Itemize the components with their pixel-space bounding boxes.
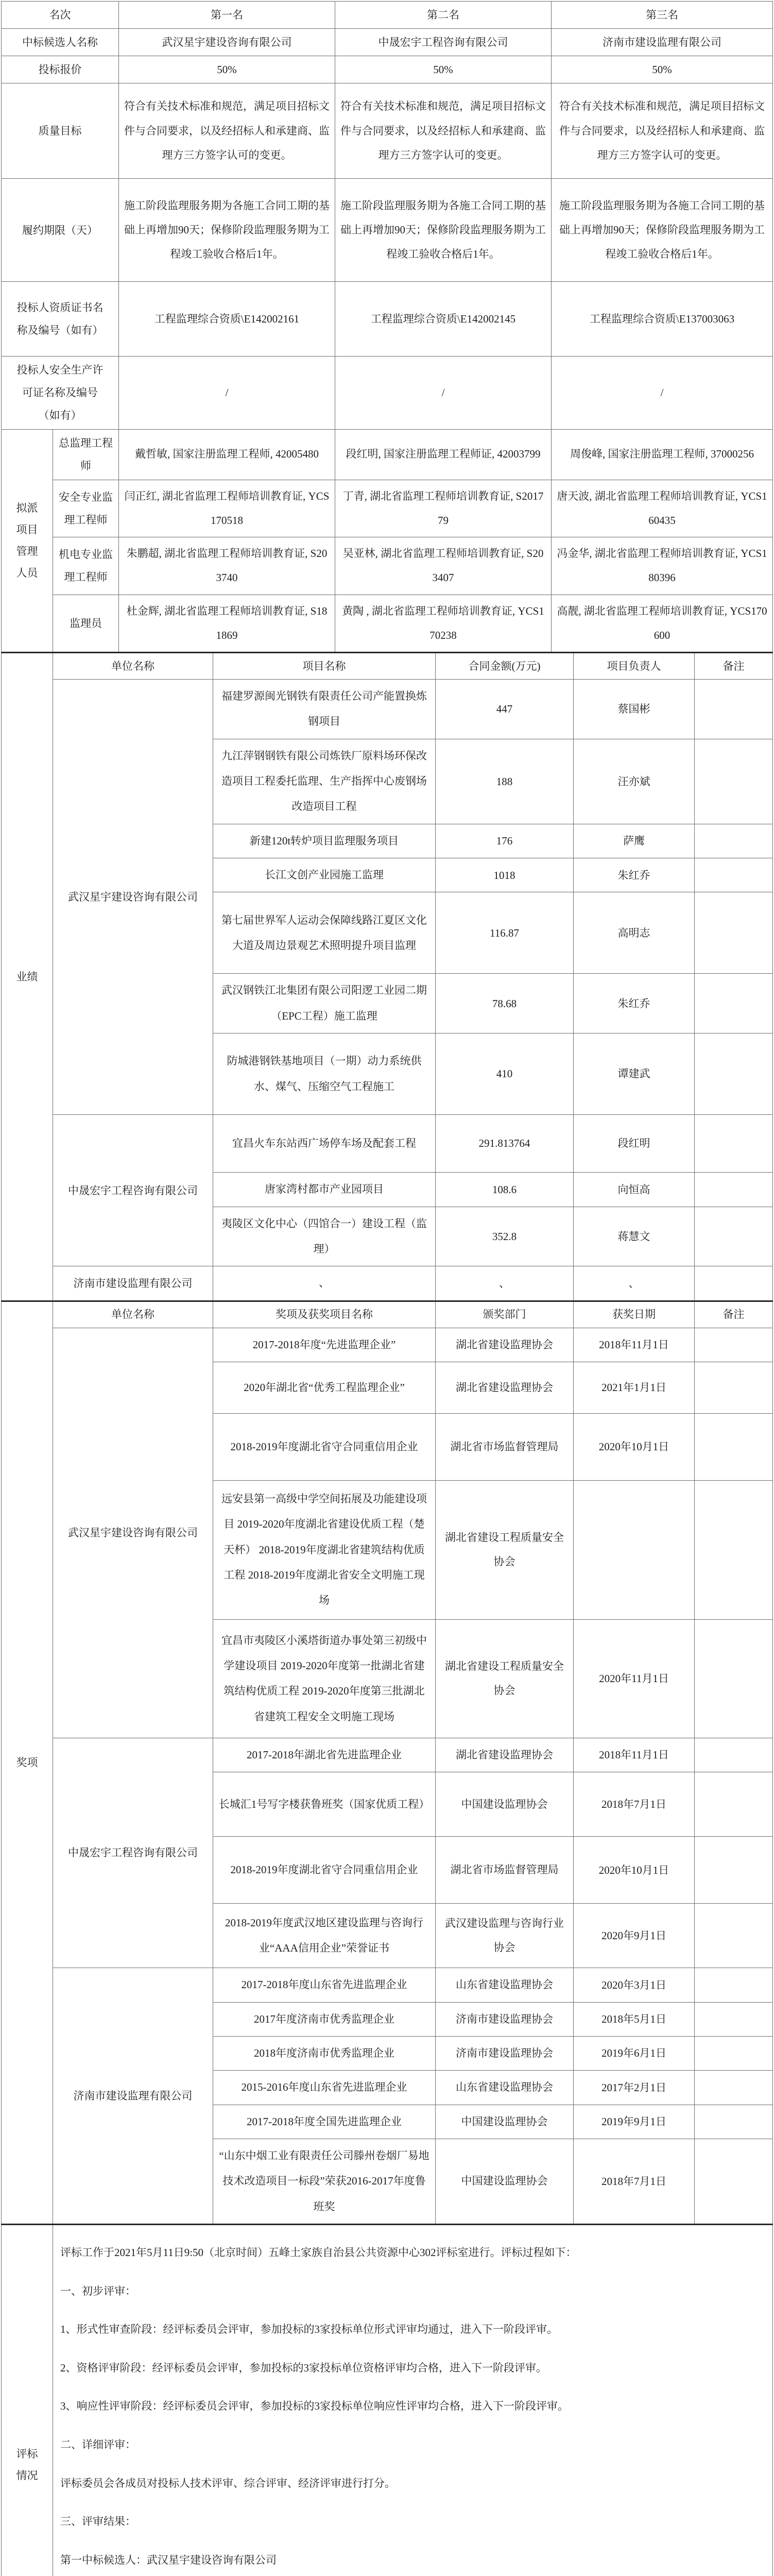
project-manager: 高明志 <box>574 892 695 974</box>
award-date: 2020年3月1日 <box>574 1968 695 2002</box>
award-dept: 湖北省建设监理协会 <box>436 1328 574 1362</box>
project-manager: 蔡国彬 <box>574 680 695 739</box>
note <box>695 2105 773 2139</box>
project-manager: 谭建武 <box>574 1033 695 1115</box>
note <box>695 858 773 892</box>
note <box>695 739 773 824</box>
contract-amount: 352.8 <box>436 1207 574 1266</box>
row-label: 质量目标 <box>2 83 119 179</box>
evaluation-paragraph: 评标工作于2021年5月11日9:50（北京时间）五峰土家族自治县公共资源中心302评标室进行。评标过程如下： <box>60 2246 577 2259</box>
contract-amount: 410 <box>436 1033 574 1115</box>
project-name: 新建120t转炉项目监理服务项目 <box>213 824 436 858</box>
award-dept: 山东省建设监理协会 <box>436 2071 574 2105</box>
award-dept: 济南市建设监理协会 <box>436 2036 574 2070</box>
personnel-cell: 吴亚林, 湖北省监理工程师培训教育证, S203407 <box>335 537 552 595</box>
award-dept: 湖北省建设监理协会 <box>436 1738 574 1772</box>
qualification-2: 工程监理综合资质\E142002145 <box>335 282 552 357</box>
note <box>695 974 773 1033</box>
col-header-award: 奖项及获奖项目名称 <box>213 1301 436 1328</box>
award-name: 2017-2018年湖北省先进监理企业 <box>213 1738 436 1772</box>
award-name: 2015-2016年度山东省先进监理企业 <box>213 2071 436 2105</box>
performance-section-label: 业绩 <box>2 653 53 1301</box>
project-name: 防城港钢铁基地项目（一期）动力系统供水、煤气、压缩空气工程施工 <box>213 1033 436 1115</box>
project-manager: 蒋慧文 <box>574 1207 695 1266</box>
rank-second: 第二名 <box>335 2 552 29</box>
period-2: 施工阶段监理服务期为各施工合同工期的基础上再增加90天；保修阶段监理服务期为工程竣工验收合格后1年。 <box>335 179 552 282</box>
note <box>695 1619 773 1738</box>
award-name: 2018-2019年度湖北省守合同重信用企业 <box>213 1837 436 1904</box>
personnel-row-supervisor <box>2 595 773 653</box>
bid-evaluation-table <box>1 1 773 2576</box>
quality-1: 符合有关技术标准和规范，满足项目招标文件与合同要求，以及经招标人和承建商、监理方三方签字认可的变更。 <box>119 83 335 179</box>
company-name: 中晟宏宇工程咨询有限公司 <box>53 1738 213 1968</box>
award-date: 2018年7月1日 <box>574 1772 695 1837</box>
col-header-amount: 合同金额(万元) <box>436 653 574 680</box>
award-name: 2017-2018年度全国先进监理企业 <box>213 2105 436 2139</box>
contract-amount: 188 <box>436 739 574 824</box>
project-name: 夷陵区文化中心（四馆合一）建设工程（监理） <box>213 1207 436 1266</box>
personnel-cell: 周俊峰, 国家注册监理工程师, 37000256 <box>552 429 773 480</box>
award-row <box>2 1738 773 1772</box>
rank-label: 名次 <box>2 2 119 29</box>
safety-license-3: / <box>552 357 773 429</box>
project-manager: 、 <box>574 1266 695 1301</box>
project-manager: 朱红乔 <box>574 858 695 892</box>
bid-price-1: 50% <box>119 56 335 83</box>
personnel-cell: 朱鹏超, 湖北省监理工程师培训教育证, S203740 <box>119 537 335 595</box>
candidate-3: 济南市建设监理有限公司 <box>552 29 773 56</box>
project-name: 武汉钢铁江北集团有限公司阳逻工业园二期（EPC工程）施工监理 <box>213 974 436 1033</box>
award-date: 2020年10月1日 <box>574 1837 695 1904</box>
row-label: 中标候选人名称 <box>2 29 119 56</box>
award-dept: 济南市建设监理协会 <box>436 2002 574 2036</box>
rank-first: 第一名 <box>119 2 335 29</box>
bid-price-2: 50% <box>335 56 552 83</box>
award-date: 2018年11月1日 <box>574 1328 695 1362</box>
company-name: 武汉星宇建设咨询有限公司 <box>53 1328 213 1738</box>
col-header-manager: 项目负责人 <box>574 653 695 680</box>
note <box>695 1738 773 1772</box>
evaluation-paragraph: 三、评审结果： <box>60 2515 136 2528</box>
bid-price-row <box>2 56 773 83</box>
company-name: 济南市建设监理有限公司 <box>53 1266 213 1301</box>
award-dept: 武汉建设监理与咨询行业协会 <box>436 1904 574 1968</box>
project-name: 第七届世界军人运动会保障线路江夏区文化大道及周边景观艺术照明提升项目监理 <box>213 892 436 974</box>
contract-amount: 1018 <box>436 858 574 892</box>
safety-license-row <box>2 357 773 429</box>
candidate-name-row <box>2 29 773 56</box>
personnel-row-safety <box>2 480 773 537</box>
period-1: 施工阶段监理服务期为各施工合同工期的基础上再增加90天；保修阶段监理服务期为工程竣工验收合格后1年。 <box>119 179 335 282</box>
award-name: “山东中烟工业有限责任公司滕州卷烟厂易地技术改造项目一标段”荣获2016-2017年度鲁班奖 <box>213 2139 436 2224</box>
safety-license-1: / <box>119 357 335 429</box>
rank-header-row <box>2 2 773 29</box>
award-dept: 湖北省市场监督管理局 <box>436 1837 574 1904</box>
award-date: 2019年9月1日 <box>574 2105 695 2139</box>
col-header-unit: 单位名称 <box>53 653 213 680</box>
award-date: 2018年7月1日 <box>574 2139 695 2224</box>
company-name: 中晟宏宇工程咨询有限公司 <box>53 1115 213 1266</box>
note <box>695 892 773 974</box>
quality-3: 符合有关技术标准和规范，满足项目招标文件与合同要求，以及经招标人和承建商、监理方三方签字认可的变更。 <box>552 83 773 179</box>
award-name: 2018年度济南市优秀监理企业 <box>213 2036 436 2070</box>
bid-evaluation-document <box>1 1 773 2576</box>
contract-amount: 291.813764 <box>436 1115 574 1173</box>
award-dept: 湖北省建设监理协会 <box>436 1362 574 1413</box>
project-name: 长江文创产业园施工监理 <box>213 858 436 892</box>
note <box>695 1968 773 2002</box>
period-3: 施工阶段监理服务期为各施工合同工期的基础上再增加90天；保修阶段监理服务期为工程竣工验收合格后1年。 <box>552 179 773 282</box>
evaluation-paragraph: 评标委员会各成员对投标人技术评审、综合评审、经济评审进行打分。 <box>60 2477 395 2489</box>
role-label: 总监理工程师 <box>53 429 119 480</box>
award-dept: 湖北省建设工程质量安全协会 <box>436 1480 574 1619</box>
row-label: 履约期限（天） <box>2 179 119 282</box>
contract-amount: 78.68 <box>436 974 574 1033</box>
role-label: 监理员 <box>53 595 119 653</box>
note <box>695 824 773 858</box>
quality-target-row <box>2 83 773 179</box>
award-date: 2020年11月1日 <box>574 1619 695 1738</box>
project-name: 宜昌火车东站西广场停车场及配套工程 <box>213 1115 436 1173</box>
performance-row <box>2 1115 773 1173</box>
project-manager: 朱红乔 <box>574 974 695 1033</box>
award-name: 宜昌市夷陵区小溪塔街道办事处第三初级中学建设项目 2019-2020年度第一批湖北省建筑结构优质工程 2019-2020年度第三批湖北省建筑工程安全文明施工现场 <box>213 1619 436 1738</box>
bid-price-3: 50% <box>552 56 773 83</box>
col-header-project: 项目名称 <box>213 653 436 680</box>
personnel-cell: 冯金华, 湖北省监理工程师培训教育证, YCS180396 <box>552 537 773 595</box>
col-header-unit: 单位名称 <box>53 1301 213 1328</box>
personnel-cell: 闫正红, 湖北省监理工程师培训教育证, YCS170518 <box>119 480 335 537</box>
candidate-1: 武汉星宇建设咨询有限公司 <box>119 29 335 56</box>
evaluation-paragraph: 1、形式性审查阶段：经评标委员会评审，参加投标的3家投标单位形式评审均通过，进入下一阶段评审。 <box>60 2323 558 2336</box>
note <box>695 1413 773 1480</box>
qualification-3: 工程监理综合资质\E137003063 <box>552 282 773 357</box>
evaluation-section-label: 评标情况 <box>2 2224 53 2576</box>
note <box>695 1837 773 1904</box>
col-header-note: 备注 <box>695 1301 773 1328</box>
awards-section-label: 奖项 <box>2 1301 53 2224</box>
note <box>695 1173 773 1207</box>
award-name: 远安县第一高级中学空间拓展及功能建设项目 2019-2020年度湖北省建设优质工程（楚天杯） 2018-2019年度湖北省建筑结构优质工程 2018-2019年度湖北省安全文明施工现场 <box>213 1480 436 1619</box>
note <box>695 2071 773 2105</box>
contract-amount: 116.87 <box>436 892 574 974</box>
award-date: 2019年6月1日 <box>574 2036 695 2070</box>
note <box>695 680 773 739</box>
project-name: 唐家湾村都市产业园项目 <box>213 1173 436 1207</box>
award-date: 2018年11月1日 <box>574 1738 695 1772</box>
contract-amount: 447 <box>436 680 574 739</box>
award-dept: 湖北省建设工程质量安全协会 <box>436 1619 574 1738</box>
row-label: 投标人安全生产许可证名称及编号（如有） <box>2 357 119 429</box>
award-name: 2018-2019年度湖北省守合同重信用企业 <box>213 1413 436 1480</box>
award-name: 长城汇1号写字楼获鲁班奖（国家优质工程） <box>213 1772 436 1837</box>
contract-amount: 、 <box>436 1266 574 1301</box>
award-row <box>2 1968 773 2002</box>
evaluation-content <box>53 2224 773 2576</box>
note <box>695 1362 773 1413</box>
note <box>695 1266 773 1301</box>
personnel-cell: 黄陶 , 湖北省监理工程师培训教育证, YCS170238 <box>335 595 552 653</box>
col-header-dept: 颁奖部门 <box>436 1301 574 1328</box>
award-name: 2020年湖北省“优秀工程监理企业” <box>213 1362 436 1413</box>
quality-2: 符合有关技术标准和规范，满足项目招标文件与合同要求，以及经招标人和承建商、监理方三方签字认可的变更。 <box>335 83 552 179</box>
contract-amount: 108.6 <box>436 1173 574 1207</box>
note <box>695 1772 773 1837</box>
role-label: 机电专业监理工程师 <box>53 537 119 595</box>
personnel-cell: 高靓, 湖北省监理工程师培训教育证, YCS170600 <box>552 595 773 653</box>
note <box>695 1904 773 1968</box>
performance-row <box>2 1266 773 1301</box>
safety-license-2: / <box>335 357 552 429</box>
award-date: 2018年5月1日 <box>574 2002 695 2036</box>
project-manager: 汪亦斌 <box>574 739 695 824</box>
evaluation-paragraph: 第一中标候选人：武汉星宇建设咨询有限公司 <box>60 2553 277 2566</box>
col-header-date: 获奖日期 <box>574 1301 695 1328</box>
performance-header-row <box>2 653 773 680</box>
contract-amount: 176 <box>436 824 574 858</box>
row-label: 投标报价 <box>2 56 119 83</box>
note <box>695 1207 773 1266</box>
role-label: 安全专业监理工程师 <box>53 480 119 537</box>
company-name: 济南市建设监理有限公司 <box>53 1968 213 2225</box>
company-name: 武汉星宇建设咨询有限公司 <box>53 680 213 1115</box>
award-date: 2020年9月1日 <box>574 1904 695 1968</box>
personnel-cell: 丁青, 湖北省监理工程师培训教育证, S201779 <box>335 480 552 537</box>
evaluation-paragraph: 3、响应性评审阶段：经评标委员会评审，参加投标的3家投标单位响应性评审均合格，进入下一阶段评审。 <box>60 2400 569 2413</box>
award-name: 2018-2019年度武汉地区建设监理与咨询行业“AAA信用企业”荣誉证书 <box>213 1904 436 1968</box>
note <box>695 1480 773 1619</box>
project-name: 九江萍钢钢铁有限公司炼铁厂原料场环保改造项目工程委托监理、生产指挥中心废钢场改造项目工程 <box>213 739 436 824</box>
performance-row <box>2 680 773 739</box>
qualification-row <box>2 282 773 357</box>
personnel-row-mechanical <box>2 537 773 595</box>
award-date: 2021年1月1日 <box>574 1362 695 1413</box>
evaluation-paragraph: 二、详细评审： <box>60 2438 136 2451</box>
award-dept: 中国建设监理协会 <box>436 1772 574 1837</box>
personnel-cell: 杜金辉, 湖北省监理工程师培训教育证, S181869 <box>119 595 335 653</box>
award-dept: 中国建设监理协会 <box>436 2105 574 2139</box>
award-date: 2020年10月1日 <box>574 1413 695 1480</box>
award-name: 2017年度济南市优秀监理企业 <box>213 2002 436 2036</box>
award-name: 2017-2018年度“先进监理企业” <box>213 1328 436 1362</box>
award-dept: 山东省建设监理协会 <box>436 1968 574 2002</box>
note <box>695 1115 773 1173</box>
award-dept: 湖北省市场监督管理局 <box>436 1413 574 1480</box>
project-manager: 萨鹰 <box>574 824 695 858</box>
performance-period-row <box>2 179 773 282</box>
rank-third: 第三名 <box>552 2 773 29</box>
personnel-cell: 戴哲敏, 国家注册监理工程师, 42005480 <box>119 429 335 480</box>
note <box>695 2036 773 2070</box>
note <box>695 1328 773 1362</box>
evaluation-paragraph: 一、初步评审： <box>60 2284 136 2297</box>
award-name: 2017-2018年度山东省先进监理企业 <box>213 1968 436 2002</box>
project-manager: 向恒高 <box>574 1173 695 1207</box>
awards-header-row <box>2 1301 773 1328</box>
personnel-section-label: 拟派项目管理人员 <box>2 429 53 653</box>
col-header-note: 备注 <box>695 653 773 680</box>
candidate-2: 中晟宏宇工程咨询有限公司 <box>335 29 552 56</box>
project-name: 、 <box>213 1266 436 1301</box>
award-date <box>574 1480 695 1619</box>
project-manager: 段红明 <box>574 1115 695 1173</box>
evaluation-paragraph: 2、资格评审阶段：经评标委员会评审，参加投标的3家投标单位资格评审均合格，进入下一阶段评审。 <box>60 2361 547 2374</box>
evaluation-row <box>2 2224 773 2576</box>
qualification-1: 工程监理综合资质\E142002161 <box>119 282 335 357</box>
note <box>695 1033 773 1115</box>
award-dept: 中国建设监理协会 <box>436 2139 574 2224</box>
personnel-cell: 唐天波, 湖北省监理工程师培训教育证, YCS160435 <box>552 480 773 537</box>
project-name: 福建罗源闽光钢铁有限责任公司产能置换炼钢项目 <box>213 680 436 739</box>
note <box>695 2002 773 2036</box>
personnel-row-chief <box>2 429 773 480</box>
award-date: 2017年2月1日 <box>574 2071 695 2105</box>
award-row <box>2 1328 773 1362</box>
note <box>695 2139 773 2224</box>
row-label: 投标人资质证书名称及编号（如有） <box>2 282 119 357</box>
personnel-cell: 段红明, 国家注册监理工程师证, 42003799 <box>335 429 552 480</box>
